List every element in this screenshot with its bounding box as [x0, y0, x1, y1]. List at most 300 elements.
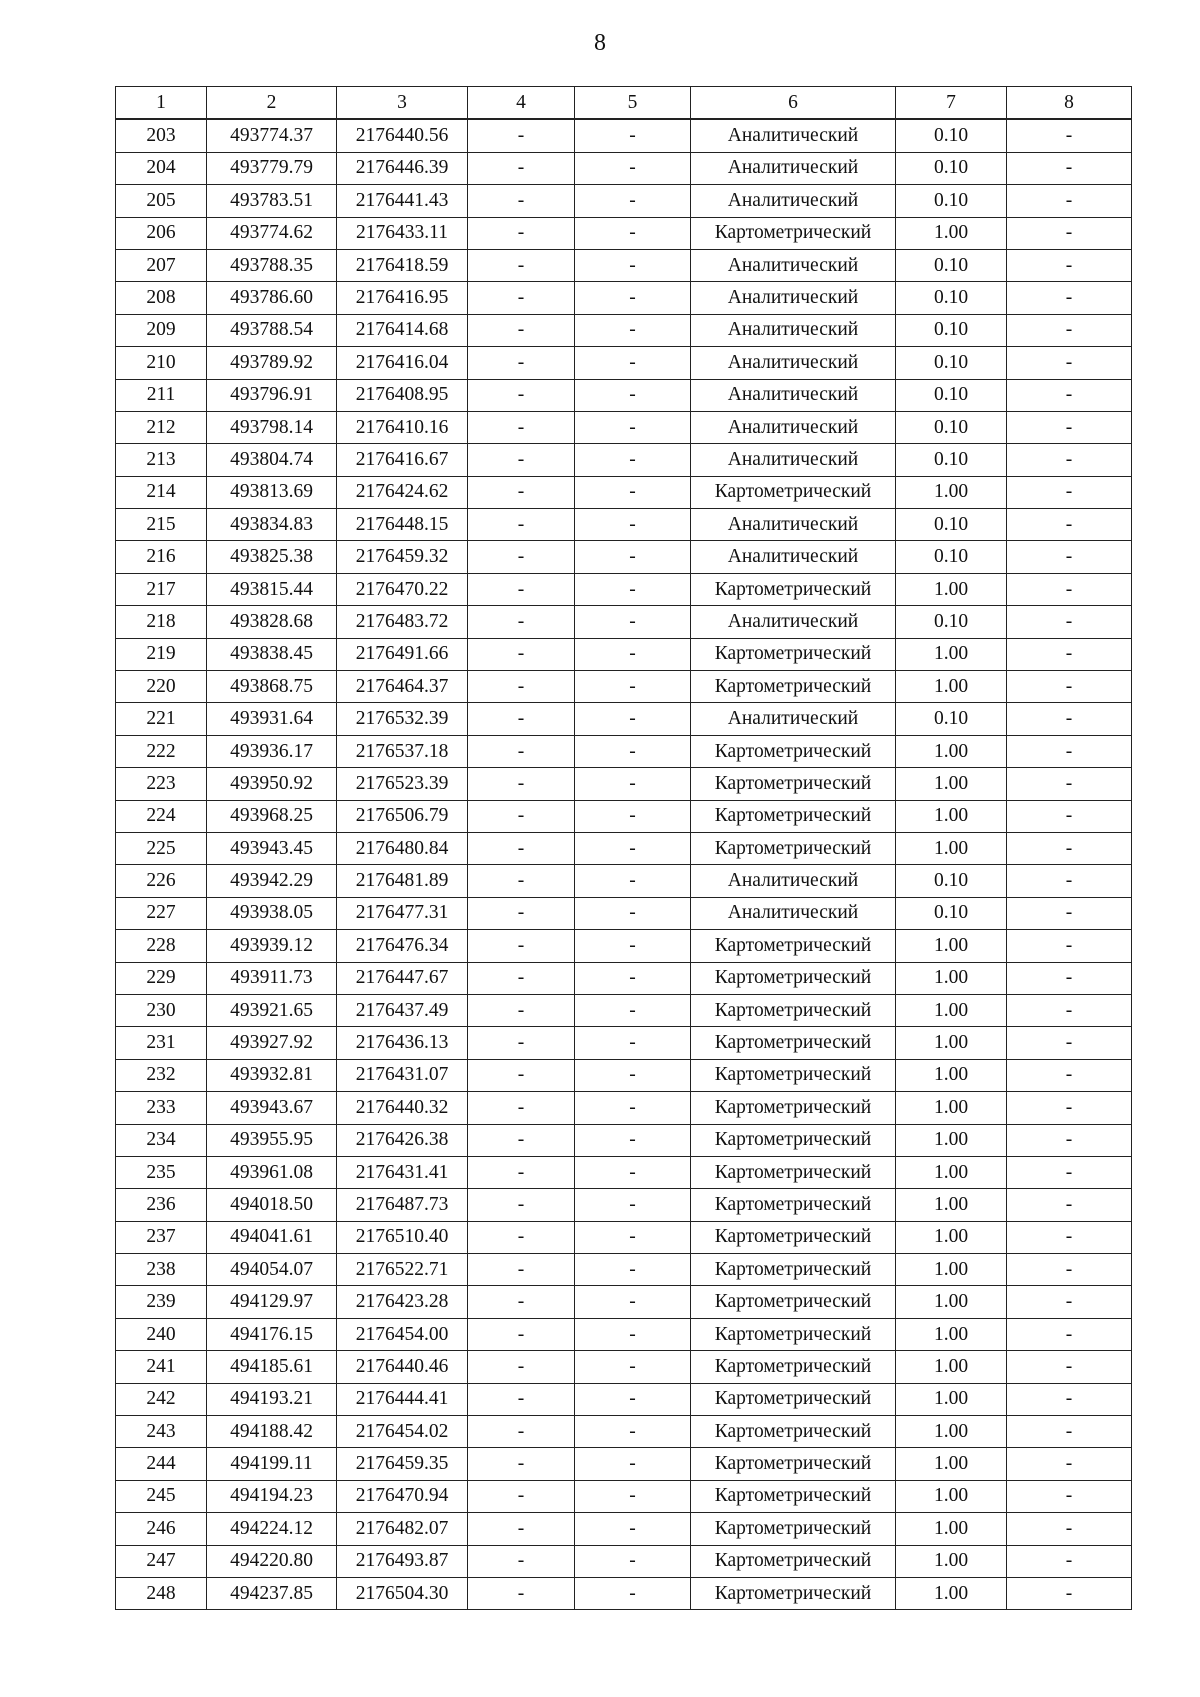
table-cell-col-6: Картометрический	[691, 994, 896, 1026]
table-row	[116, 1577, 1132, 1609]
table-cell-col-5: -	[575, 1318, 691, 1350]
table-cell-col-3: 2176426.38	[337, 1124, 468, 1156]
table-cell-col-6: Картометрический	[691, 1545, 896, 1577]
table-cell-col-5: -	[575, 768, 691, 800]
table-cell-col-6: Картометрический	[691, 1351, 896, 1383]
table-cell-col-2: 493828.68	[207, 606, 337, 638]
table-cell-col-7: 1.00	[896, 1513, 1007, 1545]
table-cell-col-8: -	[1007, 444, 1132, 476]
table-cell-col-3: 2176431.41	[337, 1156, 468, 1188]
table-cell-col-1: 215	[116, 509, 207, 541]
table-cell-col-2: 493927.92	[207, 1027, 337, 1059]
table-cell-col-6: Картометрический	[691, 1513, 896, 1545]
column-header-6: 6	[691, 87, 896, 120]
table-cell-col-3: 2176440.46	[337, 1351, 468, 1383]
table-cell-col-3: 2176408.95	[337, 379, 468, 411]
table-cell-col-5: -	[575, 152, 691, 184]
table-cell-col-5: -	[575, 1513, 691, 1545]
table-cell-col-8: -	[1007, 1221, 1132, 1253]
table-cell-col-7: 0.10	[896, 185, 1007, 217]
table-cell-col-5: -	[575, 832, 691, 864]
table-cell-col-5: -	[575, 282, 691, 314]
table-cell-col-2: 494224.12	[207, 1513, 337, 1545]
table-cell-col-7: 0.10	[896, 444, 1007, 476]
table-cell-col-5: -	[575, 897, 691, 929]
table-cell-col-8: -	[1007, 897, 1132, 929]
table-row	[116, 1383, 1132, 1415]
table-cell-col-6: Аналитический	[691, 703, 896, 735]
table-cell-col-7: 1.00	[896, 832, 1007, 864]
table-cell-col-4: -	[468, 1189, 575, 1221]
table-body	[116, 119, 1132, 1609]
table-row	[116, 573, 1132, 605]
table-cell-col-3: 2176477.31	[337, 897, 468, 929]
table-cell-col-3: 2176504.30	[337, 1577, 468, 1609]
table-cell-col-6: Аналитический	[691, 411, 896, 443]
table-cell-col-4: -	[468, 541, 575, 573]
table-cell-col-2: 494220.80	[207, 1545, 337, 1577]
table-cell-col-1: 226	[116, 865, 207, 897]
table-cell-col-7: 1.00	[896, 1577, 1007, 1609]
table-cell-col-5: -	[575, 1577, 691, 1609]
table-cell-col-4: -	[468, 347, 575, 379]
table-row	[116, 1318, 1132, 1350]
table-cell-col-5: -	[575, 1351, 691, 1383]
table-cell-col-8: -	[1007, 1318, 1132, 1350]
table-cell-col-2: 494041.61	[207, 1221, 337, 1253]
table-cell-col-4: -	[468, 1351, 575, 1383]
table-cell-col-2: 493950.92	[207, 768, 337, 800]
table-cell-col-3: 2176537.18	[337, 735, 468, 767]
table-cell-col-4: -	[468, 1577, 575, 1609]
table-cell-col-1: 211	[116, 379, 207, 411]
table-cell-col-6: Картометрический	[691, 1124, 896, 1156]
table-cell-col-7: 0.10	[896, 347, 1007, 379]
table-cell-col-4: -	[468, 865, 575, 897]
table-cell-col-1: 231	[116, 1027, 207, 1059]
table-row	[116, 541, 1132, 573]
table-cell-col-6: Аналитический	[691, 152, 896, 184]
table-cell-col-2: 494193.21	[207, 1383, 337, 1415]
table-row	[116, 703, 1132, 735]
table-cell-col-2: 493815.44	[207, 573, 337, 605]
table-row	[116, 962, 1132, 994]
table-cell-col-4: -	[468, 444, 575, 476]
table-cell-col-8: -	[1007, 314, 1132, 346]
table-row	[116, 476, 1132, 508]
table-cell-col-2: 494129.97	[207, 1286, 337, 1318]
table-cell-col-5: -	[575, 1383, 691, 1415]
table-cell-col-8: -	[1007, 573, 1132, 605]
table-cell-col-7: 1.00	[896, 1254, 1007, 1286]
table-cell-col-2: 493789.92	[207, 347, 337, 379]
table-cell-col-4: -	[468, 832, 575, 864]
table-cell-col-8: -	[1007, 800, 1132, 832]
table-cell-col-1: 223	[116, 768, 207, 800]
table-cell-col-1: 218	[116, 606, 207, 638]
table-cell-col-4: -	[468, 1513, 575, 1545]
column-header-2: 2	[207, 87, 337, 120]
table-cell-col-7: 1.00	[896, 800, 1007, 832]
table-cell-col-2: 493838.45	[207, 638, 337, 670]
table-cell-col-5: -	[575, 314, 691, 346]
table-cell-col-4: -	[468, 930, 575, 962]
page-number: 8	[594, 30, 606, 56]
column-header-4: 4	[468, 87, 575, 120]
table-cell-col-3: 2176482.07	[337, 1513, 468, 1545]
table-cell-col-2: 493936.17	[207, 735, 337, 767]
table-cell-col-3: 2176447.67	[337, 962, 468, 994]
table-cell-col-1: 233	[116, 1092, 207, 1124]
table-cell-col-7: 0.10	[896, 541, 1007, 573]
table-row	[116, 1124, 1132, 1156]
table-cell-col-2: 494185.61	[207, 1351, 337, 1383]
table-cell-col-6: Картометрический	[691, 1156, 896, 1188]
table-cell-col-5: -	[575, 347, 691, 379]
table-cell-col-5: -	[575, 1416, 691, 1448]
table-cell-col-6: Аналитический	[691, 314, 896, 346]
table-cell-col-7: 1.00	[896, 994, 1007, 1026]
table-cell-col-1: 217	[116, 573, 207, 605]
table-cell-col-4: -	[468, 1286, 575, 1318]
table-cell-col-5: -	[575, 1545, 691, 1577]
table-cell-col-4: -	[468, 152, 575, 184]
table-cell-col-2: 493868.75	[207, 671, 337, 703]
table-cell-col-3: 2176483.72	[337, 606, 468, 638]
table-cell-col-2: 493783.51	[207, 185, 337, 217]
table-row	[116, 1286, 1132, 1318]
table-cell-col-4: -	[468, 1318, 575, 1350]
table-cell-col-7: 1.00	[896, 1156, 1007, 1188]
table-cell-col-1: 237	[116, 1221, 207, 1253]
table-cell-col-7: 1.00	[896, 1286, 1007, 1318]
table-row	[116, 994, 1132, 1026]
table-cell-col-5: -	[575, 671, 691, 703]
table-cell-col-6: Картометрический	[691, 1480, 896, 1512]
table-row	[116, 282, 1132, 314]
table-cell-col-2: 493931.64	[207, 703, 337, 735]
table-cell-col-8: -	[1007, 1448, 1132, 1480]
table-cell-col-5: -	[575, 638, 691, 670]
table-cell-col-6: Картометрический	[691, 930, 896, 962]
table-cell-col-1: 221	[116, 703, 207, 735]
table-cell-col-3: 2176444.41	[337, 1383, 468, 1415]
table-cell-col-3: 2176510.40	[337, 1221, 468, 1253]
table-cell-col-6: Картометрический	[691, 832, 896, 864]
table-cell-col-5: -	[575, 444, 691, 476]
table-cell-col-1: 242	[116, 1383, 207, 1415]
table-cell-col-1: 229	[116, 962, 207, 994]
table-cell-col-1: 209	[116, 314, 207, 346]
table-cell-col-3: 2176414.68	[337, 314, 468, 346]
table-cell-col-4: -	[468, 119, 575, 152]
table-cell-col-7: 0.10	[896, 249, 1007, 281]
table-cell-col-2: 493955.95	[207, 1124, 337, 1156]
table-cell-col-4: -	[468, 1059, 575, 1091]
table-cell-col-5: -	[575, 703, 691, 735]
table-cell-col-6: Картометрический	[691, 1027, 896, 1059]
table-cell-col-7: 0.10	[896, 411, 1007, 443]
table-cell-col-1: 213	[116, 444, 207, 476]
table-cell-col-1: 239	[116, 1286, 207, 1318]
table-cell-col-5: -	[575, 1254, 691, 1286]
table-cell-col-4: -	[468, 1124, 575, 1156]
table-cell-col-8: -	[1007, 185, 1132, 217]
table-cell-col-7: 1.00	[896, 1545, 1007, 1577]
table-cell-col-6: Картометрический	[691, 962, 896, 994]
table-cell-col-6: Аналитический	[691, 509, 896, 541]
table-cell-col-2: 494054.07	[207, 1254, 337, 1286]
table-cell-col-6: Картометрический	[691, 1059, 896, 1091]
table-cell-col-4: -	[468, 573, 575, 605]
table-cell-col-2: 493939.12	[207, 930, 337, 962]
table-cell-col-5: -	[575, 1124, 691, 1156]
table-cell-col-8: -	[1007, 119, 1132, 152]
table-cell-col-8: -	[1007, 671, 1132, 703]
table-row	[116, 638, 1132, 670]
column-header-8: 8	[1007, 87, 1132, 120]
table-cell-col-7: 1.00	[896, 1351, 1007, 1383]
table-cell-col-1: 234	[116, 1124, 207, 1156]
table-cell-col-6: Картометрический	[691, 1416, 896, 1448]
table-cell-col-7: 1.00	[896, 476, 1007, 508]
table-cell-col-7: 0.10	[896, 282, 1007, 314]
table-cell-col-8: -	[1007, 1092, 1132, 1124]
table-row	[116, 152, 1132, 184]
table-cell-col-3: 2176476.34	[337, 930, 468, 962]
table-cell-col-6: Картометрический	[691, 1189, 896, 1221]
table-cell-col-5: -	[575, 1221, 691, 1253]
table-cell-col-4: -	[468, 671, 575, 703]
table-row	[116, 800, 1132, 832]
table-cell-col-4: -	[468, 509, 575, 541]
table-row	[116, 930, 1132, 962]
table-cell-col-3: 2176418.59	[337, 249, 468, 281]
table-cell-col-3: 2176441.43	[337, 185, 468, 217]
table-cell-col-1: 243	[116, 1416, 207, 1448]
table-cell-col-3: 2176446.39	[337, 152, 468, 184]
table-row	[116, 865, 1132, 897]
table-row	[116, 1059, 1132, 1091]
table-cell-col-1: 238	[116, 1254, 207, 1286]
table-cell-col-2: 493942.29	[207, 865, 337, 897]
table-cell-col-5: -	[575, 865, 691, 897]
table-cell-col-8: -	[1007, 768, 1132, 800]
table-cell-col-6: Картометрический	[691, 217, 896, 249]
table-cell-col-8: -	[1007, 249, 1132, 281]
table-cell-col-2: 493968.25	[207, 800, 337, 832]
column-header-5: 5	[575, 87, 691, 120]
table-cell-col-8: -	[1007, 1416, 1132, 1448]
table-row	[116, 347, 1132, 379]
table-cell-col-2: 493825.38	[207, 541, 337, 573]
table-row	[116, 509, 1132, 541]
table-cell-col-1: 235	[116, 1156, 207, 1188]
table-cell-col-8: -	[1007, 217, 1132, 249]
table-cell-col-5: -	[575, 411, 691, 443]
table-cell-col-2: 493911.73	[207, 962, 337, 994]
table-row	[116, 217, 1132, 249]
table-cell-col-4: -	[468, 735, 575, 767]
table-cell-col-5: -	[575, 735, 691, 767]
table-cell-col-3: 2176470.94	[337, 1480, 468, 1512]
table-cell-col-2: 493804.74	[207, 444, 337, 476]
table-cell-col-2: 493813.69	[207, 476, 337, 508]
table-cell-col-2: 493774.62	[207, 217, 337, 249]
table-cell-col-3: 2176410.16	[337, 411, 468, 443]
table-cell-col-6: Аналитический	[691, 444, 896, 476]
table-cell-col-7: 1.00	[896, 1092, 1007, 1124]
table-cell-col-3: 2176433.11	[337, 217, 468, 249]
table-cell-col-3: 2176416.95	[337, 282, 468, 314]
table-cell-col-7: 1.00	[896, 1318, 1007, 1350]
table-cell-col-8: -	[1007, 476, 1132, 508]
table-cell-col-3: 2176416.04	[337, 347, 468, 379]
table-cell-col-8: -	[1007, 1545, 1132, 1577]
table-cell-col-5: -	[575, 119, 691, 152]
table-cell-col-7: 0.10	[896, 509, 1007, 541]
table-cell-col-2: 494188.42	[207, 1416, 337, 1448]
table-cell-col-7: 0.10	[896, 865, 1007, 897]
table-cell-col-3: 2176481.89	[337, 865, 468, 897]
table-cell-col-6: Картометрический	[691, 735, 896, 767]
table-cell-col-8: -	[1007, 1059, 1132, 1091]
table-cell-col-1: 236	[116, 1189, 207, 1221]
table-cell-col-6: Картометрический	[691, 671, 896, 703]
table-cell-col-8: -	[1007, 1577, 1132, 1609]
table-row	[116, 1545, 1132, 1577]
table-cell-col-4: -	[468, 994, 575, 1026]
table-cell-col-3: 2176437.49	[337, 994, 468, 1026]
table-cell-col-4: -	[468, 314, 575, 346]
table-cell-col-7: 0.10	[896, 119, 1007, 152]
table-cell-col-1: 214	[116, 476, 207, 508]
table-cell-col-3: 2176459.35	[337, 1448, 468, 1480]
table-cell-col-4: -	[468, 638, 575, 670]
table-cell-col-2: 493796.91	[207, 379, 337, 411]
table-cell-col-3: 2176522.71	[337, 1254, 468, 1286]
table-cell-col-1: 245	[116, 1480, 207, 1512]
table-cell-col-8: -	[1007, 282, 1132, 314]
table-cell-col-5: -	[575, 1156, 691, 1188]
table-cell-col-6: Аналитический	[691, 249, 896, 281]
table-cell-col-7: 0.10	[896, 314, 1007, 346]
table-row	[116, 1416, 1132, 1448]
table-cell-col-8: -	[1007, 638, 1132, 670]
table-cell-col-8: -	[1007, 379, 1132, 411]
table-cell-col-2: 493779.79	[207, 152, 337, 184]
table-cell-col-2: 493798.14	[207, 411, 337, 443]
coordinates-table	[115, 86, 1132, 1610]
table-cell-col-5: -	[575, 541, 691, 573]
table-cell-col-7: 1.00	[896, 930, 1007, 962]
table-cell-col-1: 244	[116, 1448, 207, 1480]
table-cell-col-4: -	[468, 1545, 575, 1577]
table-row	[116, 832, 1132, 864]
table-cell-col-2: 493786.60	[207, 282, 337, 314]
table-cell-col-4: -	[468, 1254, 575, 1286]
table-cell-col-4: -	[468, 897, 575, 929]
table-row	[116, 1189, 1132, 1221]
table-cell-col-4: -	[468, 800, 575, 832]
table-cell-col-4: -	[468, 1480, 575, 1512]
table-cell-col-7: 1.00	[896, 1027, 1007, 1059]
table-cell-col-7: 1.00	[896, 768, 1007, 800]
table-cell-col-3: 2176523.39	[337, 768, 468, 800]
table-cell-col-8: -	[1007, 1383, 1132, 1415]
table-cell-col-1: 207	[116, 249, 207, 281]
table-cell-col-2: 493943.67	[207, 1092, 337, 1124]
table-cell-col-2: 494176.15	[207, 1318, 337, 1350]
column-header-7: 7	[896, 87, 1007, 120]
table-cell-col-5: -	[575, 994, 691, 1026]
table-cell-col-7: 1.00	[896, 1059, 1007, 1091]
table-cell-col-2: 494018.50	[207, 1189, 337, 1221]
table-cell-col-4: -	[468, 1156, 575, 1188]
table-row	[116, 1254, 1132, 1286]
table-cell-col-8: -	[1007, 1286, 1132, 1318]
table-row	[116, 671, 1132, 703]
table-cell-col-3: 2176431.07	[337, 1059, 468, 1091]
table-cell-col-6: Картометрический	[691, 1577, 896, 1609]
table-cell-col-7: 1.00	[896, 573, 1007, 605]
table-cell-col-6: Картометрический	[691, 1448, 896, 1480]
table-cell-col-4: -	[468, 411, 575, 443]
table-cell-col-5: -	[575, 606, 691, 638]
table-cell-col-7: 0.10	[896, 897, 1007, 929]
table-cell-col-2: 494237.85	[207, 1577, 337, 1609]
table-cell-col-8: -	[1007, 1480, 1132, 1512]
table-cell-col-8: -	[1007, 509, 1132, 541]
table-row	[116, 1092, 1132, 1124]
table-cell-col-3: 2176487.73	[337, 1189, 468, 1221]
table-cell-col-2: 493774.37	[207, 119, 337, 152]
table-cell-col-8: -	[1007, 735, 1132, 767]
table-cell-col-7: 1.00	[896, 1383, 1007, 1415]
table-cell-col-8: -	[1007, 1124, 1132, 1156]
table-cell-col-3: 2176440.32	[337, 1092, 468, 1124]
table-cell-col-6: Картометрический	[691, 638, 896, 670]
table-row	[116, 119, 1132, 152]
table-cell-col-1: 208	[116, 282, 207, 314]
table-cell-col-1: 210	[116, 347, 207, 379]
table-cell-col-8: -	[1007, 1156, 1132, 1188]
table-row	[116, 444, 1132, 476]
table-cell-col-6: Аналитический	[691, 606, 896, 638]
table-cell-col-5: -	[575, 509, 691, 541]
table-cell-col-6: Аналитический	[691, 347, 896, 379]
table-cell-col-8: -	[1007, 606, 1132, 638]
table-cell-col-4: -	[468, 703, 575, 735]
table-cell-col-6: Картометрический	[691, 1383, 896, 1415]
table-cell-col-5: -	[575, 1480, 691, 1512]
table-cell-col-5: -	[575, 1027, 691, 1059]
table-cell-col-1: 206	[116, 217, 207, 249]
table-cell-col-6: Аналитический	[691, 185, 896, 217]
table-cell-col-4: -	[468, 1027, 575, 1059]
header-row	[116, 87, 1132, 120]
table-cell-col-8: -	[1007, 541, 1132, 573]
table-cell-col-8: -	[1007, 994, 1132, 1026]
column-header-3: 3	[337, 87, 468, 120]
table-cell-col-1: 230	[116, 994, 207, 1026]
table-cell-col-1: 240	[116, 1318, 207, 1350]
table-cell-col-6: Картометрический	[691, 768, 896, 800]
table-cell-col-5: -	[575, 476, 691, 508]
table-cell-col-5: -	[575, 962, 691, 994]
table-cell-col-6: Картометрический	[691, 1318, 896, 1350]
table-cell-col-5: -	[575, 930, 691, 962]
